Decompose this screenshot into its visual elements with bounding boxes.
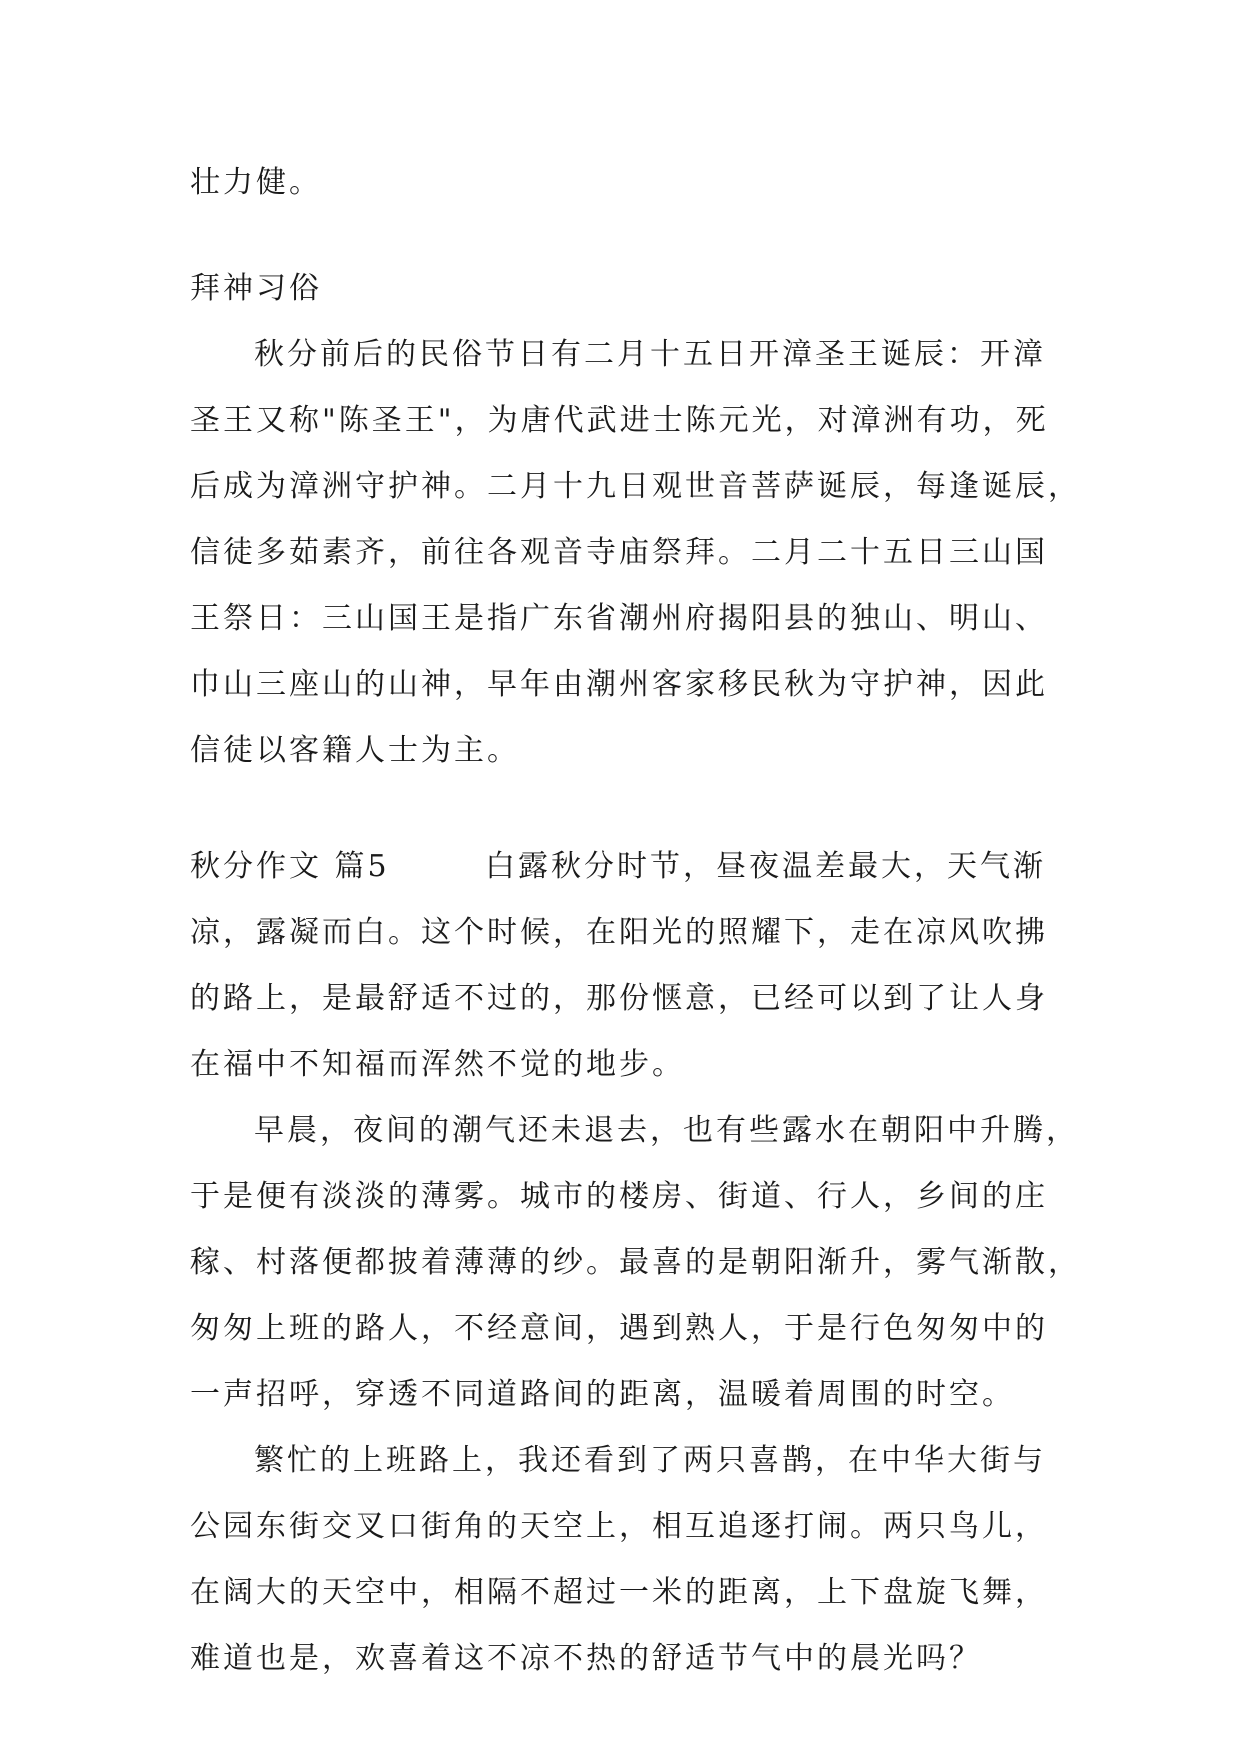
paragraph-line: 后成为漳洲守护神。二月十九日观世音菩萨诞辰，每逢诞辰， xyxy=(190,469,1081,504)
paragraph-line: 难道也是，欢喜着这不凉不热的舒适节气中的晨光吗？ xyxy=(190,1641,982,1676)
paragraph-line: 凉，露凝而白。这个时候，在阳光的照耀下，走在凉风吹拂 xyxy=(190,915,1048,950)
paragraph-line: 圣王又称"陈圣王"，为唐代武进士陈元光，对漳洲有功，死 xyxy=(190,403,1049,438)
paragraph-line: 信徒以客籍人士为主。 xyxy=(190,733,520,768)
paragraph-line: 稼、村落便都披着薄薄的纱。最喜的是朝阳渐升，雾气渐散， xyxy=(190,1245,1081,1280)
section-heading: 拜神习俗 xyxy=(190,271,322,306)
paragraph-line-start: 白露秋分时节，昼夜温差最大，天气渐 xyxy=(485,849,1046,884)
paragraph-line: 于是便有淡淡的薄雾。城市的楼房、街道、行人，乡间的庄 xyxy=(190,1179,1048,1214)
paragraph-line: 在阔大的天空中，相隔不超过一米的距离，上下盘旋飞舞， xyxy=(190,1575,1048,1610)
section-heading: 秋分作文 篇5 xyxy=(190,849,390,884)
paragraph-line: 繁忙的上班路上，我还看到了两只喜鹊，在中华大街与 xyxy=(254,1443,1046,1478)
paragraph-line: 在福中不知福而浑然不觉的地步。 xyxy=(190,1047,685,1082)
paragraph-line: 早晨，夜间的潮气还未退去，也有些露水在朝阳中升腾， xyxy=(254,1113,1079,1148)
paragraph-line: 匆匆上班的路人，不经意间，遇到熟人，于是行色匆匆中的 xyxy=(190,1311,1048,1346)
text-line: 壮力健。 xyxy=(190,165,322,200)
paragraph-line xyxy=(190,834,1070,900)
paragraph-line: 秋分前后的民俗节日有二月十五日开漳圣王诞辰：开漳 xyxy=(254,337,1046,372)
paragraph-line: 信徒多茹素齐，前往各观音寺庙祭拜。二月二十五日三山国 xyxy=(190,535,1048,570)
paragraph-line: 的路上，是最舒适不过的，那份惬意，已经可以到了让人身 xyxy=(190,981,1048,1016)
paragraph-line: 公园东街交叉口街角的天空上，相互追逐打闹。两只鸟儿， xyxy=(190,1509,1048,1544)
document-body xyxy=(190,150,1081,1692)
paragraph-line: 一声招呼，穿透不同道路间的距离，温暖着周围的时空。 xyxy=(190,1377,1015,1412)
paragraph-line: 王祭日：三山国王是指广东省潮州府揭阳县的独山、明山、 xyxy=(190,601,1048,636)
paragraph-line: 巾山三座山的山神，早年由潮州客家移民秋为守护神，因此 xyxy=(190,667,1048,702)
